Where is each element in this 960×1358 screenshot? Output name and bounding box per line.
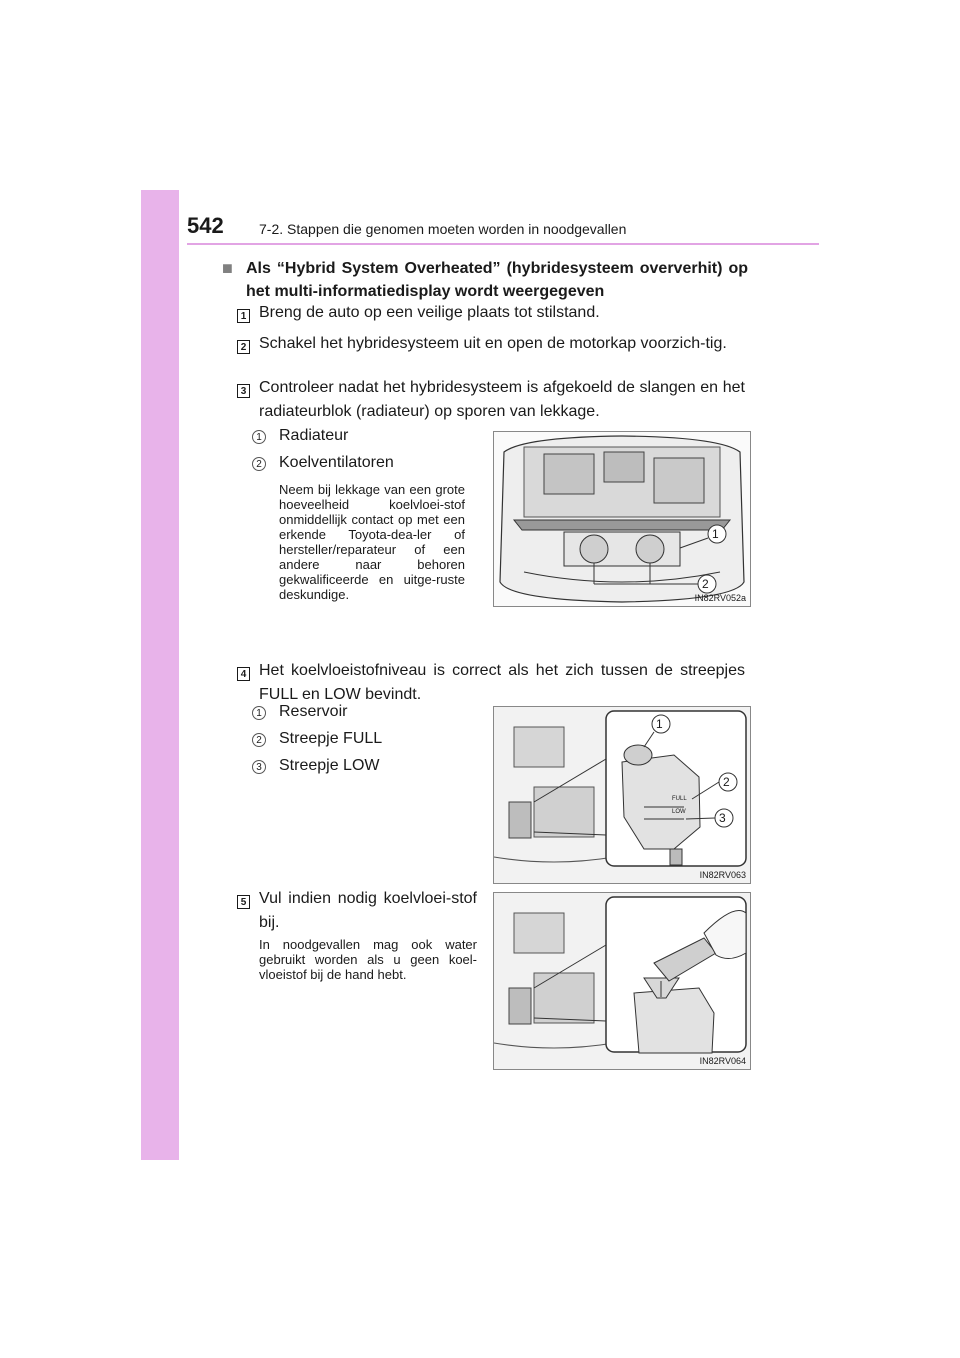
figure-callout: 1: [656, 717, 663, 731]
figure-callout: 1: [712, 527, 719, 541]
figure-callout: 2: [723, 775, 730, 789]
step-text-2: Schakel het hybridesysteem uit en open de motorkap voorzich-tig.: [259, 335, 727, 352]
figure-engine-bay: [493, 431, 751, 607]
note-water: In noodgevallen mag ook water gebruikt worden als u geen koel-vloeistof bij de hand hebt.: [259, 937, 477, 982]
figure-code: IN82RV063: [699, 870, 746, 880]
step-number-4: 4: [237, 667, 250, 681]
low-mark-label: LOW: [672, 809, 686, 815]
callout-number: 2: [252, 733, 266, 747]
figure-callout: 3: [719, 811, 726, 825]
step-number-5: 5: [237, 895, 250, 909]
callout-number: 1: [252, 706, 266, 720]
figure-code: IN82RV052a: [694, 593, 746, 603]
callout-number: 2: [252, 457, 266, 471]
callout-label-full: Streepje FULL: [279, 730, 383, 747]
step-text-3: Controleer nadat het hybridesysteem is afgekoeld de slangen en het radiateurblok (radiateur) op sporen van lekkage.: [259, 379, 745, 420]
step-text-4: Het koelvloeistofniveau is correct als het zich tussen de streepjes FULL en LOW bevindt.: [259, 662, 745, 703]
full-mark-label: FULL: [672, 796, 687, 802]
figure-reservoir: [493, 706, 751, 884]
figure-refill: [493, 892, 751, 1070]
reservoir-illustration: [494, 707, 750, 883]
callout-label-low: Streepje LOW: [279, 757, 380, 774]
engine-bay-illustration: [494, 432, 750, 606]
note-leak: Neem bij lekkage van een grote hoeveelheid koelvloei-stof onmiddellijk contact op met een erkende Toyota-dea-ler of hersteller/reparateur of een andere naar behoren gekwalificeerde en uitge-ruste deskundige.: [279, 482, 465, 602]
step-number-2: 2: [237, 340, 250, 354]
page-number: 542: [187, 213, 224, 238]
chapter-tab-band: [141, 190, 179, 1160]
figure-code: IN82RV064: [699, 1056, 746, 1066]
callout-label-reservoir: Reservoir: [279, 703, 348, 720]
callout-number: 1: [252, 430, 266, 444]
header-rule: [187, 243, 819, 245]
step-text-1: Breng de auto op een veilige plaats tot stilstand.: [259, 304, 600, 321]
section-title: 7-2. Stappen die genomen moeten worden in noodgevallen: [259, 221, 627, 237]
subsection-heading: ■ Als “Hybrid System Overheated” (hybridesysteem oververhit) op het multi-informatiedisplay wordt weergegeven: [222, 258, 748, 300]
step-number-1: 1: [237, 309, 250, 323]
step-number-3: 3: [237, 384, 250, 398]
callout-label-fans: Koelventilatoren: [279, 454, 394, 471]
figure-callout: 2: [702, 577, 709, 591]
square-bullet-icon: ■: [222, 258, 233, 278]
callout-number: 3: [252, 760, 266, 774]
callout-label-radiator: Radiateur: [279, 427, 349, 444]
step-text-5: Vul indien nodig koelvloei-stof bij.: [259, 890, 477, 931]
refill-illustration: [494, 893, 750, 1069]
